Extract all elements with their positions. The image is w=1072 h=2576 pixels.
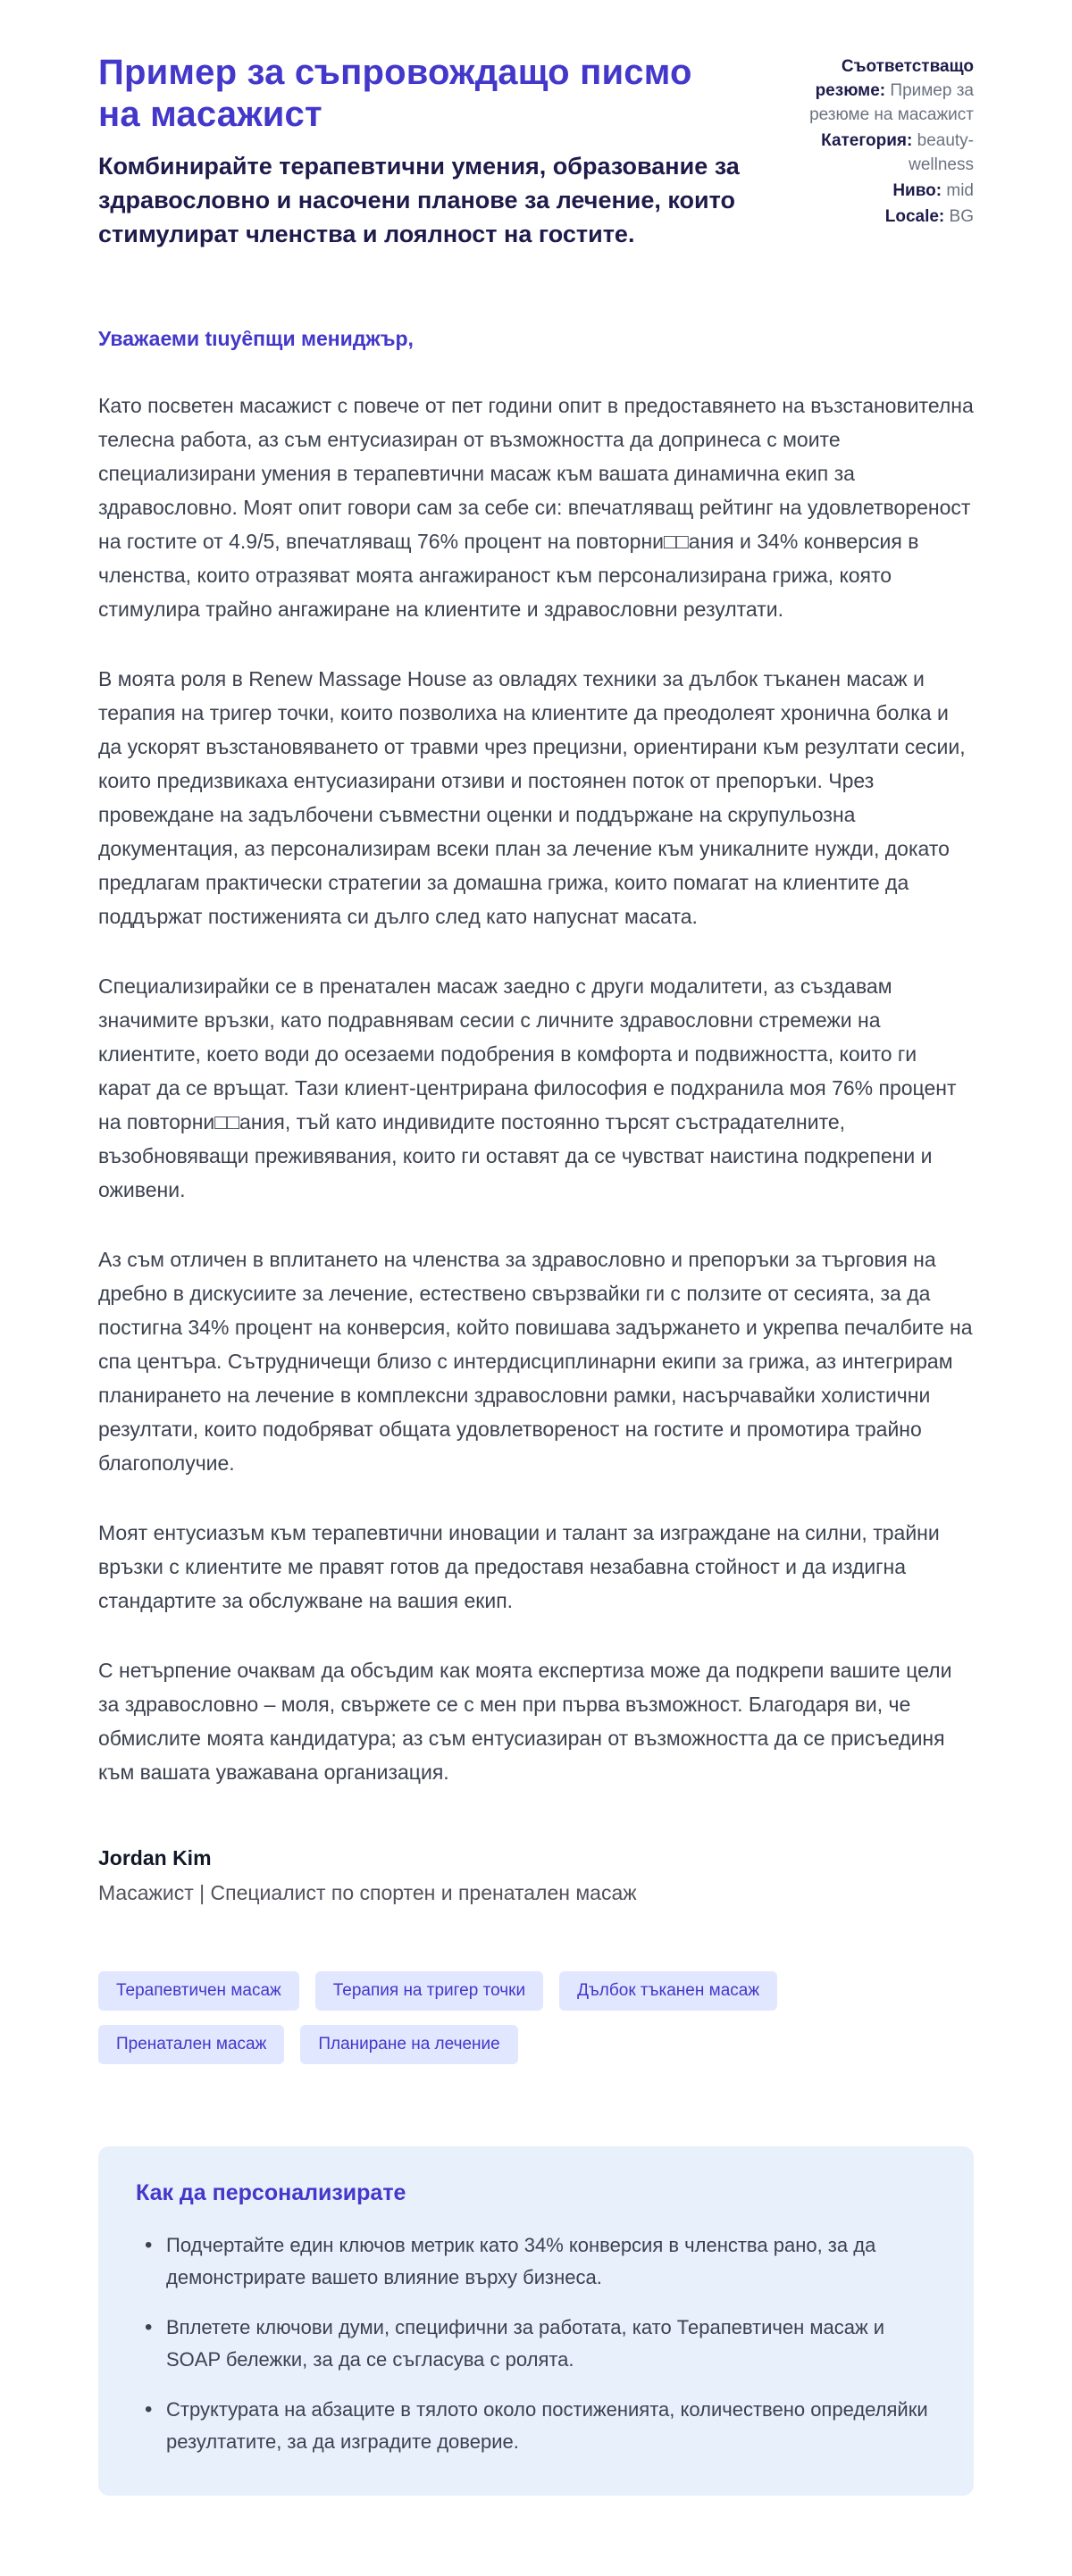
title-block: [98, 52, 743, 252]
tag-chip-prenatal-massage[interactable]: Пренатален масаж: [98, 2025, 284, 2064]
header: [98, 52, 974, 252]
letter-paragraph-4: Аз съм отличен в вплитането на членства за здравословно и препоръки за търговия на дребно в дискусиите за лечение, естествено свързвайки ги с ползите от сесията, за да постигна 34% процент на конверсия, който повишава задържането и укрепва печалбите на спа центъра. Сътрудничещи близо с интердисциплинарни екипи за грижа, аз интегрирам планирането на лечение в комплексни здравословни рамки, насърчавайки холистични резултати, които подобряват общата удовлетвореност на гостите и промотира трайно благополучие.: [98, 1247, 973, 1475]
tag-chip-therapeutic-massage[interactable]: Терапевтичен масаж: [98, 1971, 299, 2011]
tag-chip-deep-tissue-massage[interactable]: Дълбок тъканен масаж: [559, 1971, 777, 2011]
tips-title: Как да персонализирате: [136, 2179, 406, 2205]
meta-item-category: [779, 130, 974, 178]
personalization-tips-box: [98, 2146, 974, 2496]
page-title: Пример за съпровождащо писмо на масажист: [98, 53, 692, 135]
signature-block: [98, 1846, 974, 1905]
letter-paragraph-6: С нетърпение очаквам да обсъдим как моята експертиза може да подкрепи вашите цели за здравословно – моля, свържете се с мен при първа възможност. Благодаря ви, че обмислите моята кандидатура; аз съм ентусиазиран от възможността да се присъединя към вашата уважавана организация.: [98, 1658, 952, 1784]
meta-value: mid: [946, 180, 974, 200]
tag-list: [98, 1971, 974, 2064]
signature-role: Масажист | Специалист по спортен и пренатален масаж: [98, 1880, 637, 1904]
cover-letter: [98, 327, 974, 1905]
tips-list: [136, 2229, 936, 2458]
signature-name: Jordan Kim: [98, 1845, 212, 1869]
meta-item-locale: [779, 205, 974, 230]
meta-label: Locale:: [884, 206, 950, 226]
tips-item-3: • Структурата на абзаците в тялото около постиженията, количествено определяйки резултатите, за да изградите доверие.: [136, 2394, 936, 2458]
meta-value: beauty-wellness: [909, 130, 974, 174]
meta-item-matching-resume: [779, 55, 974, 128]
meta-label: Съответстващо резюме:: [815, 57, 974, 100]
meta-label: Ниво:: [892, 180, 947, 200]
letter-paragraph-1: Като посветен масажист с повече от пет години опит в предоставянето на възстановителна телесна работа, аз съм ентусиазиран от възможността да допринеса с моите специализирани умения в терапевтични масаж към вашата динамична екип за здравословно. Моят опит говори сам за себе си: впечатляващ рейтинг на удовлетвореност на гостите от 4.9/5, впечатляващ 76% процент на повторни□□ания и 34% конверсия в членства, които отразяват моята ангажираност към персонализирана грижа, която стимулира трайно ангажиране на клиентите и здравословни резултати.: [98, 393, 974, 621]
meta-panel: [779, 52, 974, 252]
meta-item-level: [779, 180, 974, 204]
letter-paragraph-2: В моята роля в Renew Massage House аз овладях техники за дълбок тъканен масаж и терапия на тригер точки, които позволиха на клиентите да преодолеят хронична болка и да ускорят възстановяването от травми чрез прецизни, ориентирани към резултати сесии, които предизвикаха ентусиазирани отзиви и постоянен поток от препоръки. Чрез провеждане на задълбочени съвместни оценки и поддържане на скрупульозна документация, аз персонализирам всеки план за лечение към уникалните нужди, докато предлагам практически стратегии за домашна грижа, които помагат на клиентите да поддържат постиженията си дълго след като напуснат масата.: [98, 666, 966, 928]
tips-item-2: • Вплетете ключови думи, специфични за работата, като Терапевтичен масаж и SOAP бележки, за да се съгласува с ролята.: [136, 2312, 936, 2376]
letter-greeting: Уважаеми tıuyȇпщи мениджър,: [98, 326, 414, 350]
tips-item-1: • Подчертайте един ключов метрик като 34% конверсия в членства рано, за да демонстрирате вашето влияние върху бизнеса.: [136, 2229, 936, 2294]
tag-chip-trigger-point-therapy[interactable]: Терапия на тригер точки: [315, 1971, 543, 2011]
meta-label: Категория:: [821, 130, 917, 150]
meta-value: Пример за резюме на масажист: [809, 80, 974, 124]
page-subtitle: Комбинирайте терапевтични умения, образование за здравословно и насочени планове за лечение, които стимулират членства и лоялност на гостите.: [98, 153, 740, 247]
meta-value: BG: [949, 206, 974, 226]
letter-paragraph-5: Моят ентусиазъм към терапевтични иновации и талант за изграждане на силни, трайни връзки с клиентите ме правят готов да предоставя незабавна стойност и да издигна стандартите за обслужване на вашия екип.: [98, 1520, 940, 1612]
tag-chip-treatment-planning[interactable]: Планиране на лечение: [300, 2025, 517, 2064]
letter-paragraph-3: Специализирайки се в пренатален масаж заедно с други модалитети, аз създавам значимите връзки, като подравнявам сесии с личните здравословни стремежи на клиентите, което води до осезаеми подобрения в комфорта и подвижността, които ги карат да се връщат. Тази клиент-центрирана философия е подхранила моя 76% процент на повторни□□ания, тъй като индивидите постоянно търсят състрадателните, възобновяващи преживявания, които ги оставят да се чувстват наистина подкрепени и оживени.: [98, 974, 957, 1201]
